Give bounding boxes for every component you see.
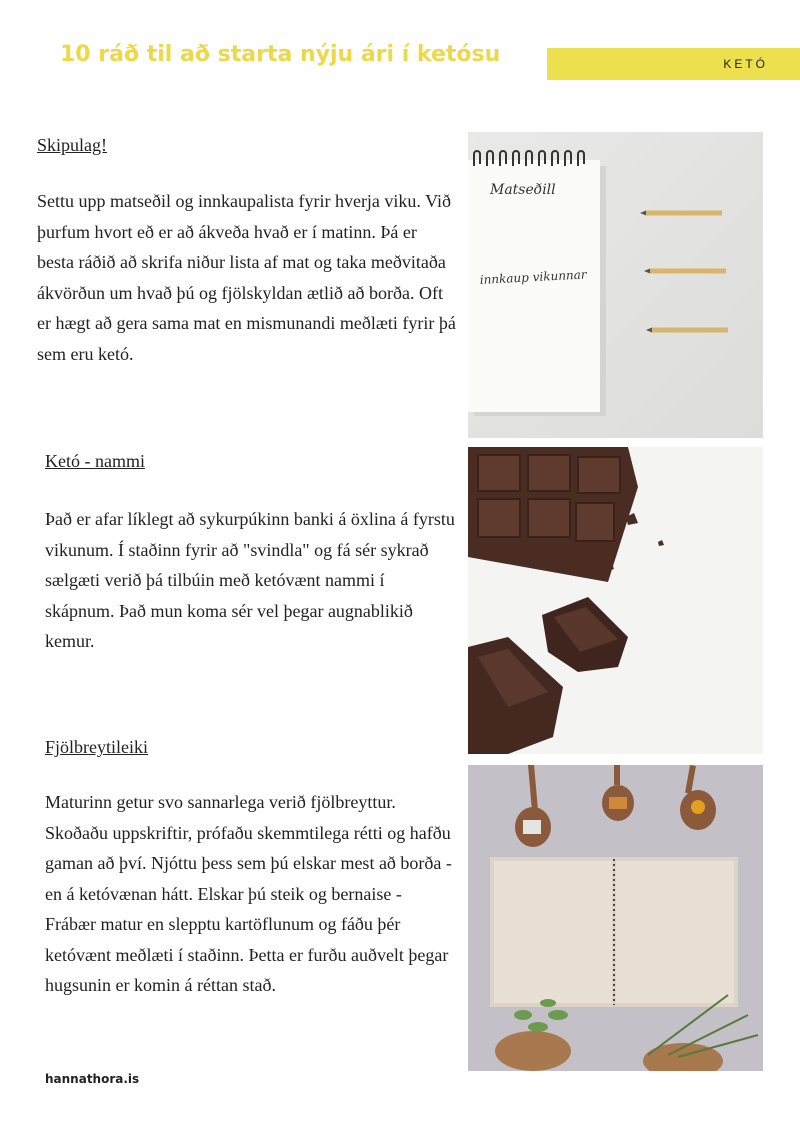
notebook-text-menu: Matseðill [490,182,556,198]
notebook-text-shopping: innkaup vikunnar [479,267,587,287]
footer-site-link[interactable]: hannathora.is [45,1072,140,1086]
chocolate-photo [468,447,763,754]
section-paragraph: Maturinn getur svo sannarlega verið fjölbreyttur. Skoðaðu uppskriftir, prófaðu skemmtilega rétti og hafðu gaman að því. Njóttu þess sem þú elskar mest að borða - en á ketóvænan hátt. Elskar þú steik og bernaise - Frábær matur en slepptu kartöflunum og fáðu þér ketóvænt meðlæti í staðinn. Þetta er furðu auðvelt þegar hugsunin er komin á réttan stað. [45,792,452,995]
section-paragraph: Það er afar líklegt að sykurpúkinn banki á öxlina á fyrstu vikunum. Í staðinn fyrir að "svindla" og fá sér sykrað sælgæti verið þá tilbúin með ketóvænt nammi í skápnum. Það mun koma sér vel þegar augnablikið kemur. [45,509,455,651]
page-title: 10 ráð til að starta nýju ári í ketósu [60,42,501,67]
section-heading-keto-candy: Ketó - nammi [45,451,145,471]
spoons-notebook-photo [468,765,763,1071]
section-text-planning [37,186,457,369]
category-tag-label: KETÓ [723,57,768,71]
section-paragraph: Settu upp matseðil og innkaupalista fyrir hverja viku. Við þurfum hvort eð er að ákveða hvað er í matinn. Þá er besta ráðið að skrifa niður lista af mat og taka meðvitaða ákvörðun um hvað þú og fjölskyldan ætlið að borða. Oft er hægt að gera sama mat en mismunandi meðlæti fyrir þá sem eru ketó. [37,191,456,364]
section-text-keto-candy [45,504,455,657]
pencil-icon [646,328,728,333]
open-notebook [490,857,738,1007]
section-text-variety [45,787,453,1001]
section-heading-planning: Skipulag! [37,135,107,155]
section-heading-variety: Fjölbreytileiki [45,737,148,757]
pencil-icon [644,269,726,274]
pencil-icon [640,211,722,216]
notebook-photo [468,132,763,438]
category-tag [547,48,800,80]
